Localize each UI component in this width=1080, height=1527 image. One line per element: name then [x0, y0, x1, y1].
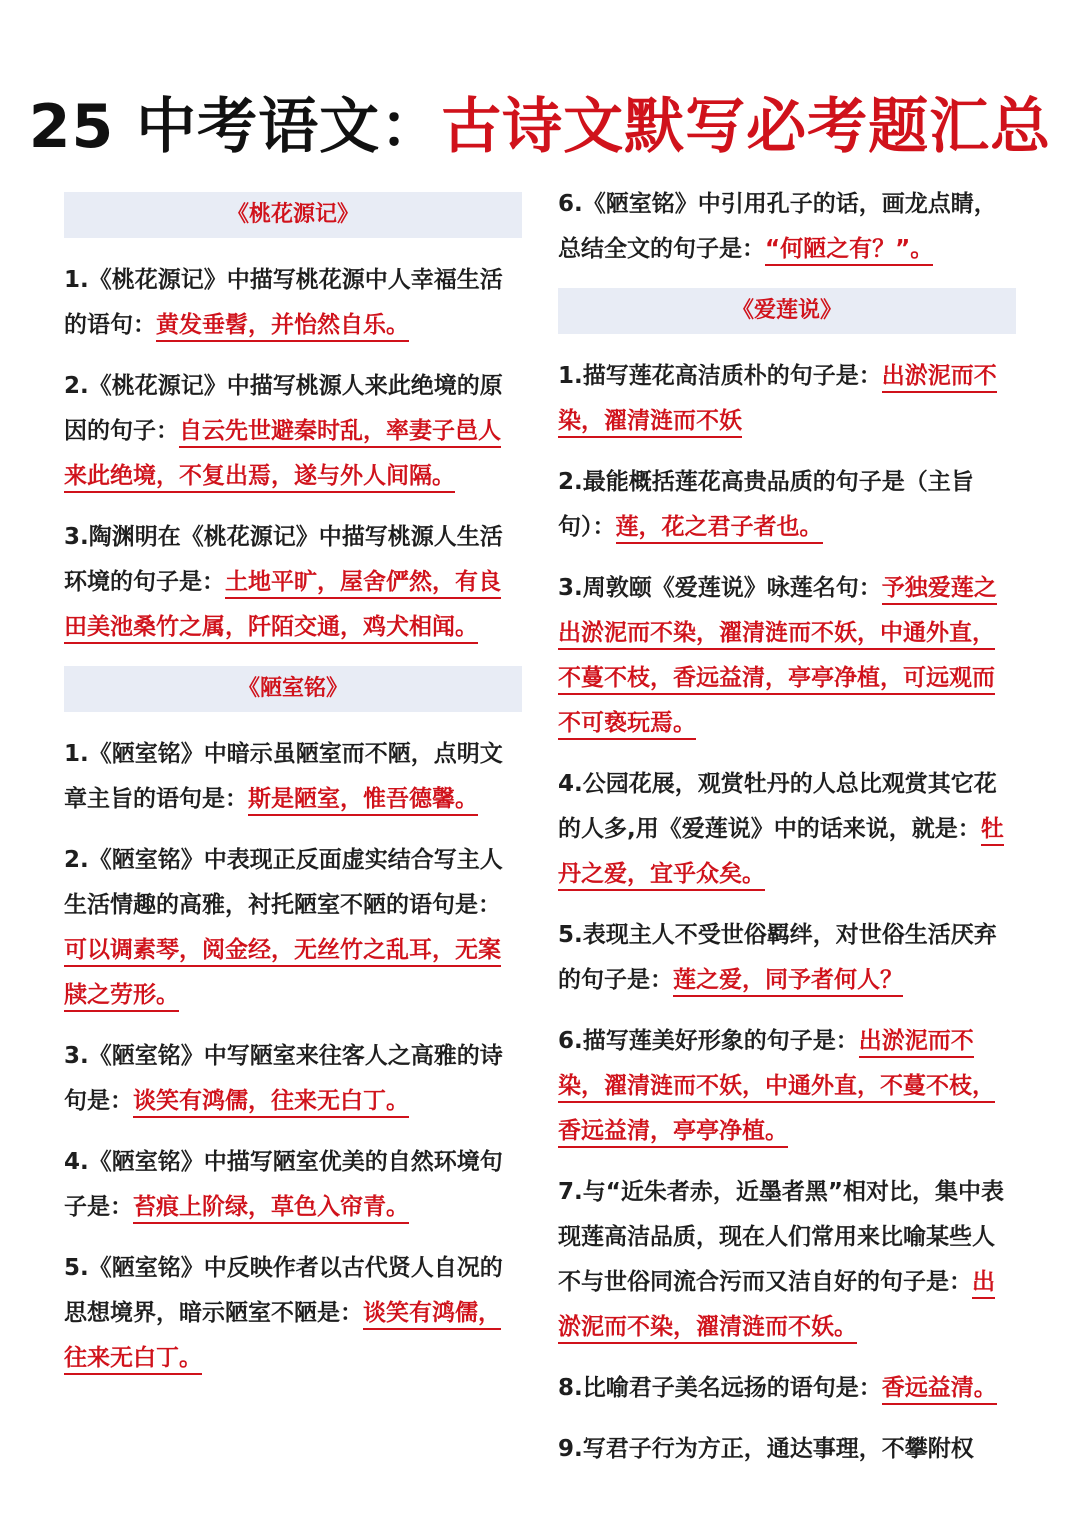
title-main: 古诗文默写必考题汇总	[441, 92, 1052, 162]
question-text: 5.表现主人不受世俗羁绊，对世俗生活厌弃的句子是：	[558, 922, 997, 993]
list-item	[64, 732, 522, 822]
right-column	[558, 182, 1016, 1488]
answer-text: 出淤泥而不染，濯清涟而不妖，中通外直，不蔓不枝，香远益清，亭亭净植。	[558, 1028, 995, 1148]
answer-text: 土地平旷，屋舍俨然，有良田美池桑竹之属，阡陌交通，鸡犬相闻。	[64, 569, 501, 644]
list-item	[558, 566, 1016, 746]
question-text: 1.《陋室铭》中暗示虽陋室而不陋，点明文章主旨的语句是：	[64, 741, 503, 812]
answer-text: 出淤泥而不染，濯清涟而不妖	[558, 363, 997, 438]
list-item	[558, 762, 1016, 897]
question-text: 3.陶渊明在《桃花源记》中描写桃源人生活环境的句子是：	[64, 524, 503, 595]
answer-text: 斯是陋室，惟吾德馨。	[248, 786, 478, 816]
list-item	[64, 1140, 522, 1230]
question-text: 4.《陋室铭》中描写陋室优美的自然环境句子是：	[64, 1149, 503, 1220]
answer-text: 牡丹之爱，宜乎众矣。	[558, 816, 1004, 891]
list-item	[558, 1170, 1016, 1350]
left-column	[64, 182, 522, 1397]
question-text: 3.《陋室铭》中写陋室来往客人之高雅的诗句是：	[64, 1043, 503, 1114]
answer-text: 莲，花之君子者也。	[616, 514, 823, 544]
answer-text: 自云先世避秦时乱，率妻子邑人来此绝境，不复出焉，遂与外人间隔。	[64, 418, 501, 493]
question-text: 1.《桃花源记》中描写桃花源中人幸福生活的语句：	[64, 267, 503, 338]
list-item	[558, 182, 1016, 272]
answer-text: 苔痕上阶绿，草色入帘青。	[133, 1194, 409, 1224]
question-text: 7.与“近朱者赤，近墨者黑”相对比，集中表现莲高洁品质，现在人们常用来比喻某些人不与世俗同流合污而又洁自好的句子是：	[558, 1179, 1004, 1295]
list-item	[558, 460, 1016, 550]
section-header-ailianshuo: 《爱莲说》	[558, 288, 1016, 334]
answer-text: 谈笑有鸿儒，往来无白丁。	[64, 1300, 501, 1375]
list-item	[558, 1019, 1016, 1154]
question-text: 4.公园花展，观赏牡丹的人总比观赏其它花的人多,用《爱莲说》中的话来说，就是：	[558, 771, 997, 842]
list-item	[558, 1366, 1016, 1411]
question-text: 2.最能概括莲花高贵品质的句子是（主旨句）：	[558, 469, 974, 540]
page-title	[0, 88, 1080, 166]
answer-text: 香远益清。	[882, 1375, 997, 1405]
question-text: 2.《桃花源记》中描写桃源人来此绝境的原因的句子：	[64, 373, 503, 444]
question-text: 9.写君子行为方正，通达事理，不攀附权	[558, 1436, 974, 1462]
list-item	[64, 364, 522, 499]
list-item	[64, 258, 522, 348]
list-item	[64, 1034, 522, 1124]
answer-text: 莲之爱，同予者何人？	[673, 967, 903, 997]
question-text: 1.描写莲花高洁质朴的句子是：	[558, 363, 882, 389]
list-item	[64, 515, 522, 650]
list-item	[558, 1427, 1016, 1472]
list-item	[64, 838, 522, 1018]
title-prefix: 25 中考语文：	[28, 92, 442, 162]
question-text: 2.《陋室铭》中表现正反面虚实结合写主人生活情趣的高雅，衬托陋室不陋的语句是：	[64, 847, 503, 918]
answer-text: 黄发垂髫，并怡然自乐。	[156, 312, 409, 342]
question-text: 5.《陋室铭》中反映作者以古代贤人自况的思想境界，暗示陋室不陋是：	[64, 1255, 503, 1326]
section-header-loushiming: 《陋室铭》	[64, 666, 522, 712]
question-text: 3.周敦颐《爱莲说》咏莲名句：	[558, 575, 882, 601]
list-item	[558, 354, 1016, 444]
question-text: 6.描写莲美好形象的句子是：	[558, 1028, 859, 1054]
answer-text: “何陋之有？”。	[765, 236, 933, 266]
answer-text: 予独爱莲之出淤泥而不染，濯清涟而不妖，中通外直，不蔓不枝，香远益清，亭亭净植，可远观而不可亵玩焉。	[558, 575, 997, 740]
list-item	[558, 913, 1016, 1003]
question-text: 8.比喻君子美名远扬的语句是：	[558, 1375, 882, 1401]
list-item	[64, 1246, 522, 1381]
answer-text: 可以调素琴，阅金经，无丝竹之乱耳，无案牍之劳形。	[64, 937, 501, 1012]
answer-text: 出淤泥而不染，濯清涟而不妖。	[558, 1269, 995, 1344]
section-header-taohuayuanji: 《桃花源记》	[64, 192, 522, 238]
question-text: 6.《陋室铭》中引用孔子的话，画龙点睛，总结全文的句子是：	[558, 191, 997, 262]
answer-text: 谈笑有鸿儒，往来无白丁。	[133, 1088, 409, 1118]
